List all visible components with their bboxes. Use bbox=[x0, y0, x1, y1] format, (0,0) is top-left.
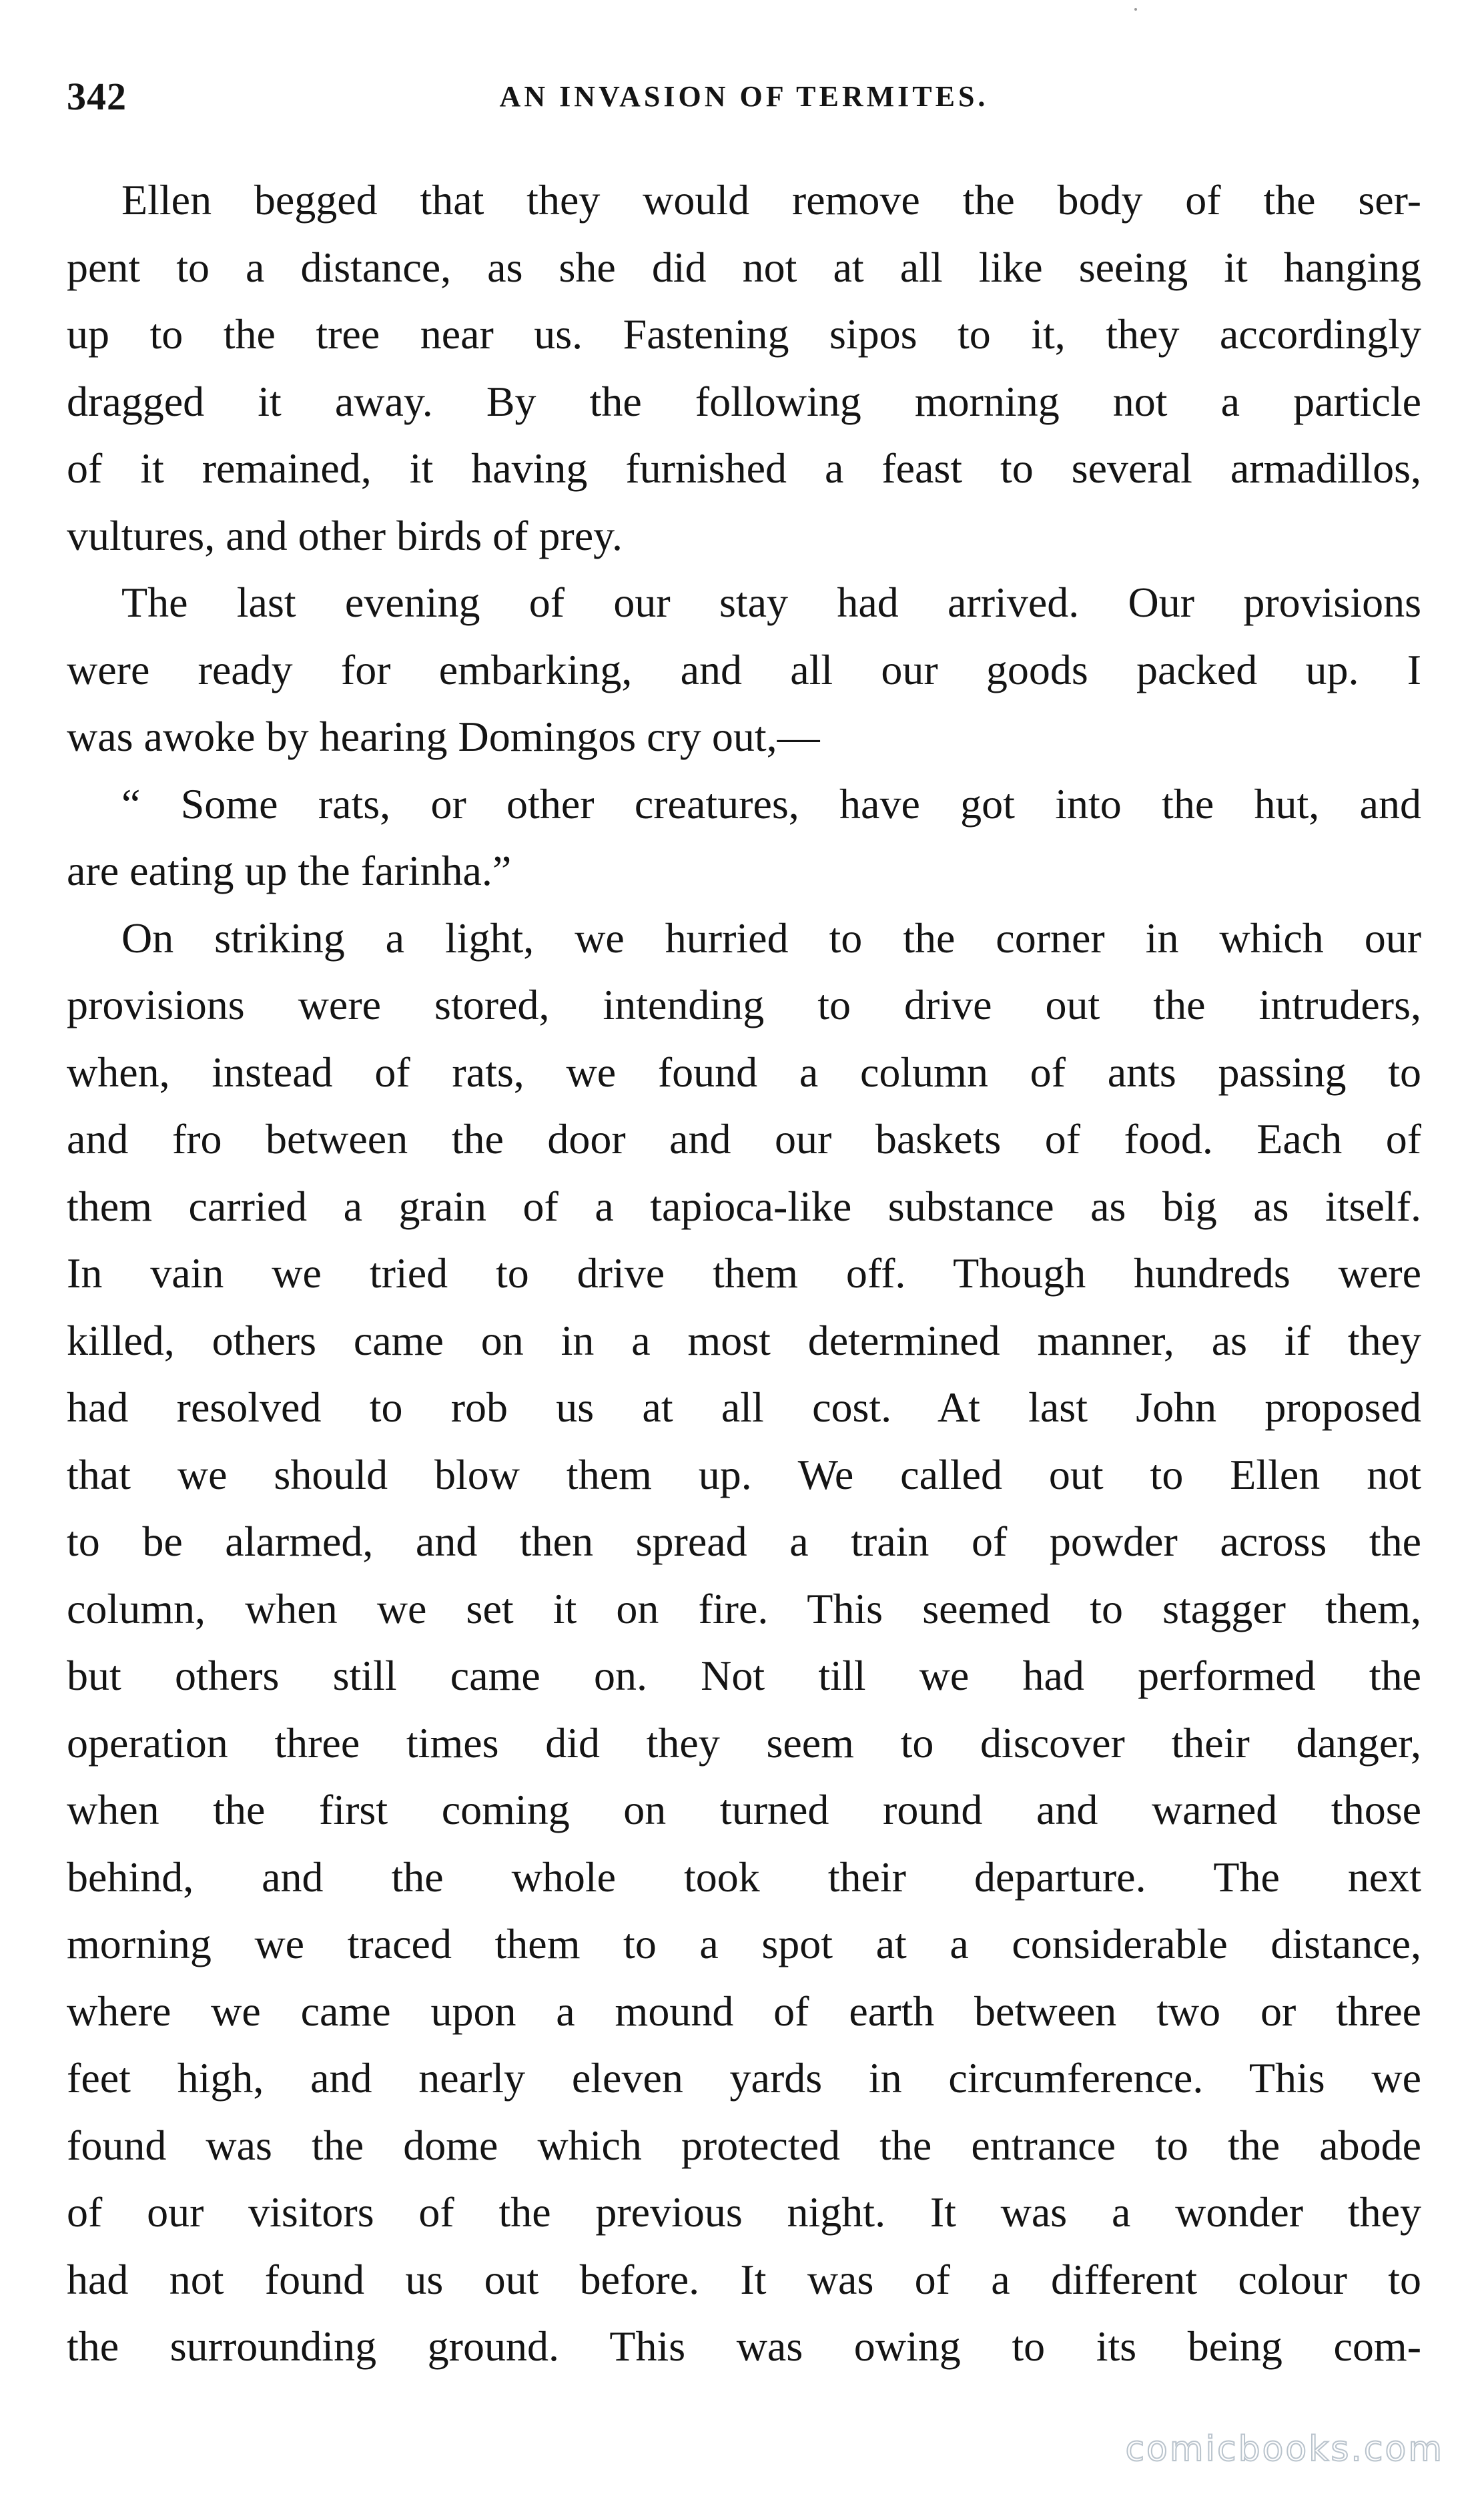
text-line: but others still came on. Not till we had performed the bbox=[67, 1652, 1421, 1699]
text-line: dragged it away. By the following morning not a particle bbox=[67, 377, 1421, 425]
text-line: were ready for embarking, and all our goods packed up. I bbox=[67, 645, 1421, 693]
text-line: operation three times did they seem to discover their danger, bbox=[67, 1719, 1421, 1767]
text-line: the surrounding ground. This was owing to its being com- bbox=[67, 2322, 1421, 2370]
text-line: of our visitors of the previous night. It was a wonder they bbox=[67, 2188, 1421, 2236]
text-line: to be alarmed, and then spread a train of powder across the bbox=[67, 1518, 1421, 1565]
text-line: of it remained, it having furnished a feast to several armadillos, bbox=[67, 444, 1421, 492]
running-head bbox=[67, 70, 1421, 123]
text-line: had resolved to rob us at all cost. At last John proposed bbox=[67, 1383, 1421, 1431]
text-line: behind, and the whole took their departure. The next bbox=[67, 1853, 1421, 1901]
text-line: In vain we tried to drive them off. Though hundreds were bbox=[67, 1249, 1421, 1297]
text-line: when the first coming on turned round and warned those bbox=[67, 1786, 1421, 1833]
text-line: “ Some rats, or other creatures, have got into the hut, and bbox=[121, 779, 1421, 828]
text-line: The last evening of our stay had arrived. Our provisions bbox=[121, 579, 1421, 626]
text-line: killed, others came on in a most determined manner, as if they bbox=[67, 1316, 1421, 1364]
text-line: column, when we set it on fire. This seemed to stagger them, bbox=[67, 1584, 1421, 1632]
text-line: that we should blow them up. We called out to Ellen not bbox=[67, 1450, 1421, 1498]
text-line: up to the tree near us. Fastening sipos to it, they accordingly bbox=[67, 310, 1421, 358]
text-line: when, instead of rats, we found a column of ants passing to bbox=[67, 1048, 1421, 1096]
text-line: On striking a light, we hurried to the corner in which our bbox=[121, 914, 1421, 962]
text-line: was awoke by hearing Domingos cry out,— bbox=[67, 713, 820, 760]
body-text bbox=[67, 167, 1421, 2381]
text-line: morning we traced them to a spot at a considerable distance, bbox=[67, 1920, 1421, 1967]
page-number: 342 bbox=[67, 75, 127, 118]
text-line: vultures, and other birds of prey. bbox=[67, 511, 623, 559]
text-line: had not found us out before. It was of a different colour to bbox=[67, 2255, 1421, 2303]
stray-ink-mark bbox=[1134, 8, 1137, 11]
text-line: provisions were stored, intending to drive out the intruders, bbox=[67, 981, 1421, 1028]
text-line: found was the dome which protected the entrance to the abode bbox=[67, 2121, 1421, 2169]
running-title: AN INVASION OF TERMITES. bbox=[499, 80, 989, 113]
text-line: feet high, and nearly eleven yards in circumference. This we bbox=[67, 2054, 1421, 2102]
watermark: comicbooks.com bbox=[1125, 2429, 1444, 2469]
text-line: where we came upon a mound of earth between two or three bbox=[67, 1987, 1421, 2035]
text-line: them carried a grain of a tapioca-like substance as big as itself. bbox=[67, 1182, 1421, 1230]
text-line: and fro between the door and our baskets of food. Each of bbox=[67, 1115, 1421, 1163]
text-line: are eating up the farinha.” bbox=[67, 847, 512, 894]
text-line: pent to a distance, as she did not at all like seeing it hanging bbox=[67, 243, 1421, 291]
text-line: Ellen begged that they would remove the body of the ser- bbox=[121, 176, 1421, 224]
